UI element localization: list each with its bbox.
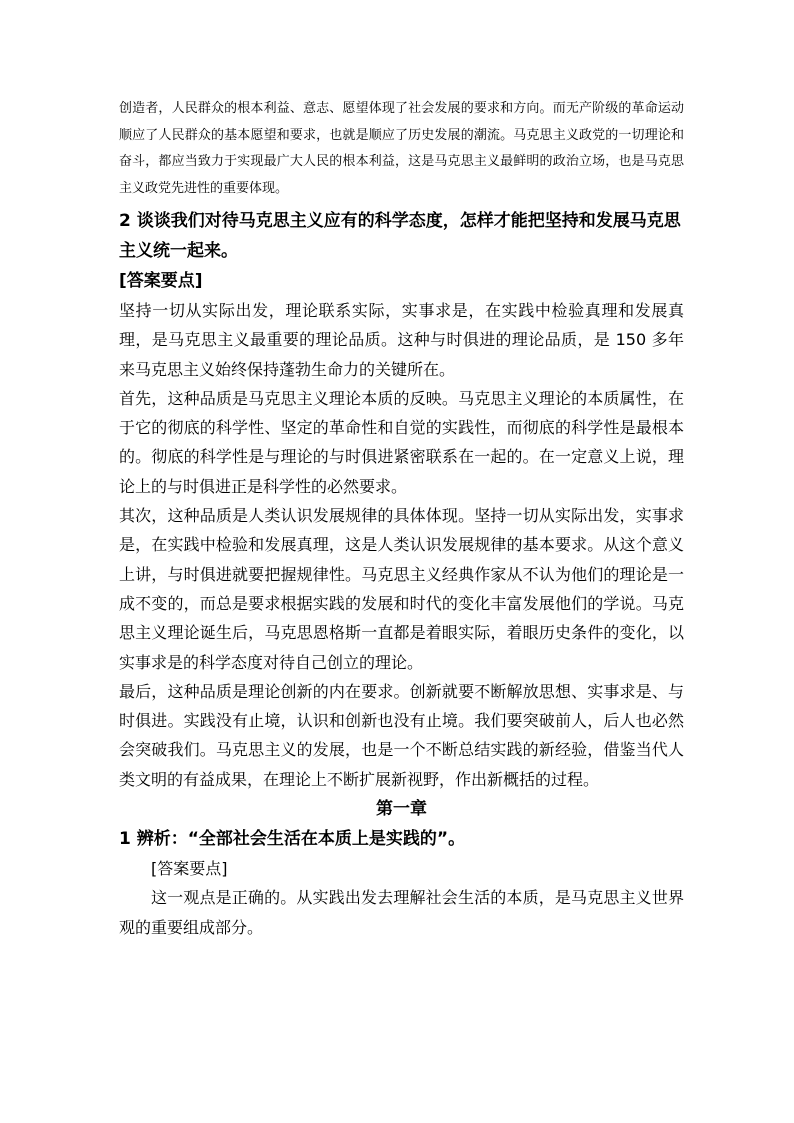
intro-paragraph: 创造者，人民群众的根本利益、意志、愿望体现了社会发展的要求和方向。而无产阶级的革命运动顺应了人民群众的基本愿望和要求，也就是顺应了历史发展的潮流。马克思主义政党的一切理论和奋斗，都应当致力于实现最广大人民的根本利益，这是马克思主义最鲜明的政治立场，也是马克思主义政党先进性的重要体现。 [119,101,684,196]
page-content [119,96,684,942]
answer-points-label: [答案要点] [119,271,203,291]
answer-paragraph-3: 其次，这种品质是人类认识发展规律的具体体现。坚持一切从实际出发，实事求是，在实践中检验和发展真理，这是人类认识发展规律的基本要求。从这个意义上讲，与时俱进就要把握规律性。马克思主义经典作家从不认为他们的理论是一成不变的，而总是要求根据实践的发展和时代的变化丰富发展他们的学说。马克思主义理论诞生后，马克思恩格斯一直都是着眼实际，着眼历史条件的变化，以实事求是的科学态度对待自己创立的理论。 [119,506,684,672]
question-2-title: 2 谈谈我们对待马克思主义应有的科学态度，怎样才能把坚持和发展马克思主义统一起来。 [119,211,681,261]
chapter-1-question-1-title: 1 辨析：“全部社会生活在本质上是实践的”。 [119,829,466,850]
answer-paragraph-1: 坚持一切从实际出发，理论联系实际，实事求是，在实践中检验真理和发展真理，是马克思主义最重要的理论品质。这种与时俱进的理论品质，是 150 多年来马克思主义始终保持蓬勃生命力的关键所在。 [119,301,684,379]
chapter-heading: 第一章 [376,799,427,820]
chapter-1-answer-paragraph: 这一观点是正确的。从实践出发去理解社会生活的本质，是马克思主义世界观的重要组成部分。 [119,888,684,937]
chapter-1-answer-label: [答案要点] [151,859,228,879]
answer-paragraph-2: 首先，这种品质是马克思主义理论本质的反映。马克思主义理论的本质属性，在于它的彻底的科学性、坚定的革命性和自觉的实践性，而彻底的科学性是最根本的。彻底的科学性是与理论的与时俱进紧密联系在一起的。在一定意义上说，理论上的与时俱进正是科学性的必然要求。 [119,388,684,496]
answer-paragraph-4: 最后，这种品质是理论创新的内在要求。创新就要不断解放思想、实事求是、与时俱进。实践没有止境，认识和创新也没有止境。我们要突破前人，后人也必然会突破我们。马克思主义的发展，也是一个不断总结实践的新经验，借鉴当代人类文明的有益成果，在理论上不断扩展新视野，作出新概括的过程。 [119,681,684,789]
